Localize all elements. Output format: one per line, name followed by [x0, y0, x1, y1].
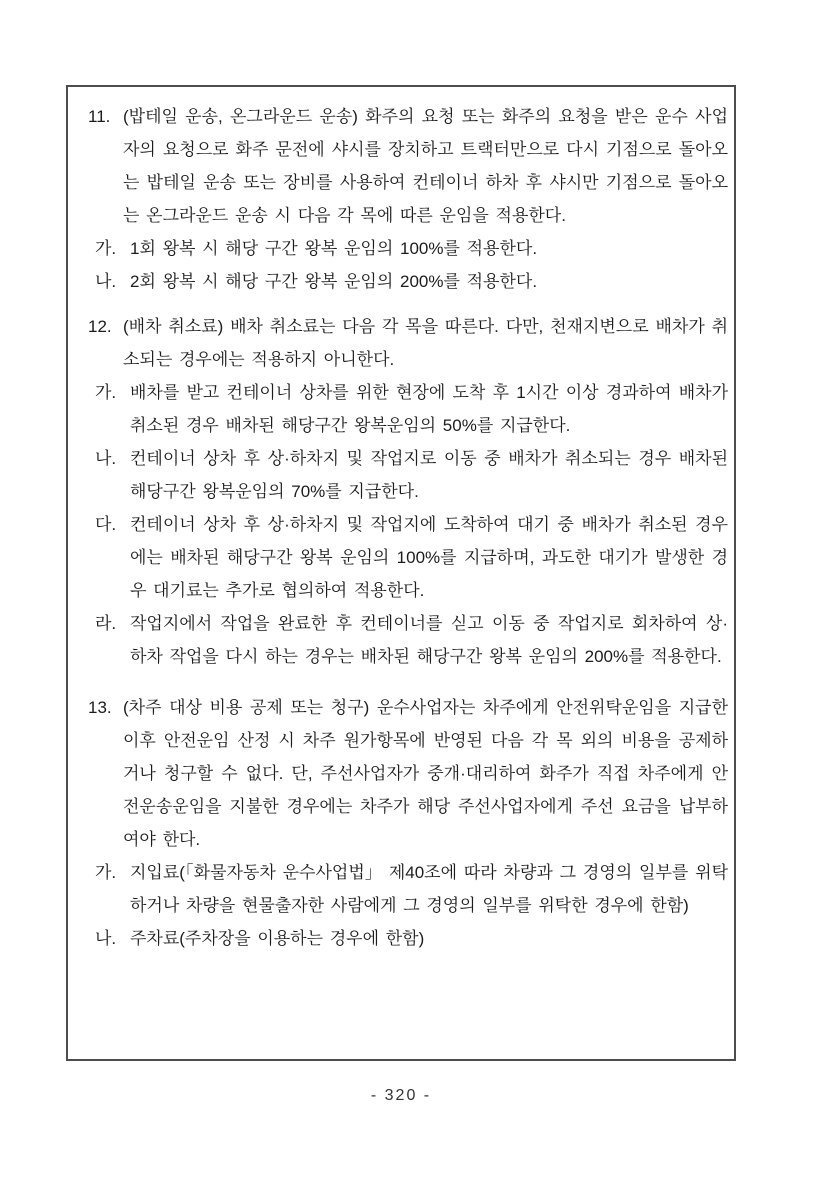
document-items — [88, 100, 728, 955]
sub-item-label: 나. — [95, 449, 117, 468]
sub-item-text: 컨테이너 상차 후 상·하차지 및 작업지로 이동 중 배차가 취소되는 경우 배차된 해당구간 왕복운임의 70%를 지급한다. — [130, 449, 728, 501]
sub-item-label: 다. — [95, 515, 117, 534]
sub-item — [95, 856, 728, 922]
sub-item — [95, 922, 728, 955]
sub-item-text: 주차료(주차장을 이용하는 경우에 한함) — [130, 929, 425, 948]
item-number: 13. — [88, 698, 112, 717]
sub-item-label: 나. — [95, 929, 117, 948]
numbered-item-group — [88, 310, 728, 673]
item-number: 11. — [88, 107, 111, 126]
sub-item — [95, 265, 728, 298]
sub-item-text: 지입료(「화물자동차 운수사업법」 제40조에 따라 차량과 그 경영의 일부를 위탁하거나 차량을 현물출자한 사람에게 그 경영의 일부를 위탁한 경우에 한함) — [130, 863, 728, 915]
sub-item — [95, 232, 728, 265]
numbered-item — [88, 691, 728, 856]
item-number: 12. — [88, 317, 112, 336]
sub-item-text: 배차를 받고 컨테이너 상차를 위한 현장에 도착 후 1시간 이상 경과하여 배차가 취소된 경우 배차된 해당구간 왕복운임의 50%를 지급한다. — [130, 383, 728, 435]
content-border-box — [66, 85, 736, 1061]
numbered-item — [88, 100, 728, 232]
sub-item-label: 나. — [95, 272, 117, 291]
sub-item — [95, 376, 728, 442]
numbered-item-group — [88, 100, 728, 298]
page-number: - 320 - — [370, 1087, 432, 1104]
sub-item — [95, 442, 728, 508]
sub-item-text: 2회 왕복 시 해당 구간 왕복 운임의 200%를 적용한다. — [130, 272, 538, 291]
sub-item-text: 1회 왕복 시 해당 구간 왕복 운임의 100%를 적용한다. — [130, 239, 538, 258]
sub-item-label: 가. — [95, 863, 117, 882]
numbered-item — [88, 310, 728, 376]
numbered-item-group — [88, 691, 728, 955]
item-text: (밥테일 운송, 온그라운드 운송) 화주의 요청 또는 화주의 요청을 받은 운수 사업자의 요청으로 화주 문전에 샤시를 장치하고 트랙터만으로 다시 기점으로 돌아오는 밥테일 운송 또는 장비를 사용하여 컨테이너 하차 후 샤시만 기점으로 돌아오는 온그라운드 운송 시 다음 각 목에 따른 운임을 적용한다. — [123, 107, 728, 225]
sub-item-label: 가. — [95, 239, 117, 258]
item-text: (배차 취소료) 배차 취소료는 다음 각 목을 따른다. 다만, 천재지변으로 배차가 취소되는 경우에는 적용하지 아니한다. — [123, 317, 728, 369]
sub-item — [95, 607, 728, 673]
sub-item — [95, 508, 728, 607]
sub-item-label: 라. — [95, 614, 117, 633]
item-text: (차주 대상 비용 공제 또는 청구) 운수사업자는 차주에게 안전위탁운임을 지급한 이후 안전운임 산정 시 차주 원가항목에 반영된 다음 각 목 외의 비용을 공제하거나 청구할 수 없다. 단, 주선사업자가 중개·대리하여 화주가 직접 차주에게 안전운송운임을 지불한 경우에는 차주가 해당 주선사업자에게 주선 요금을 납부하여야 한다. — [123, 698, 728, 849]
sub-item-text: 작업지에서 작업을 완료한 후 컨테이너를 싣고 이동 중 작업지로 회차하여 상·하차 작업을 다시 하는 경우는 배차된 해당구간 왕복 운임의 200%를 적용한다. — [130, 614, 728, 666]
sub-item-text: 컨테이너 상차 후 상·하차지 및 작업지에 도착하여 대기 중 배차가 취소된 경우에는 배차된 해당구간 왕복 운임의 100%를 지급하며, 과도한 대기가 발생한 경우 대기료는 추가로 협의하여 적용한다. — [130, 515, 728, 600]
sub-item-label: 가. — [95, 383, 117, 402]
